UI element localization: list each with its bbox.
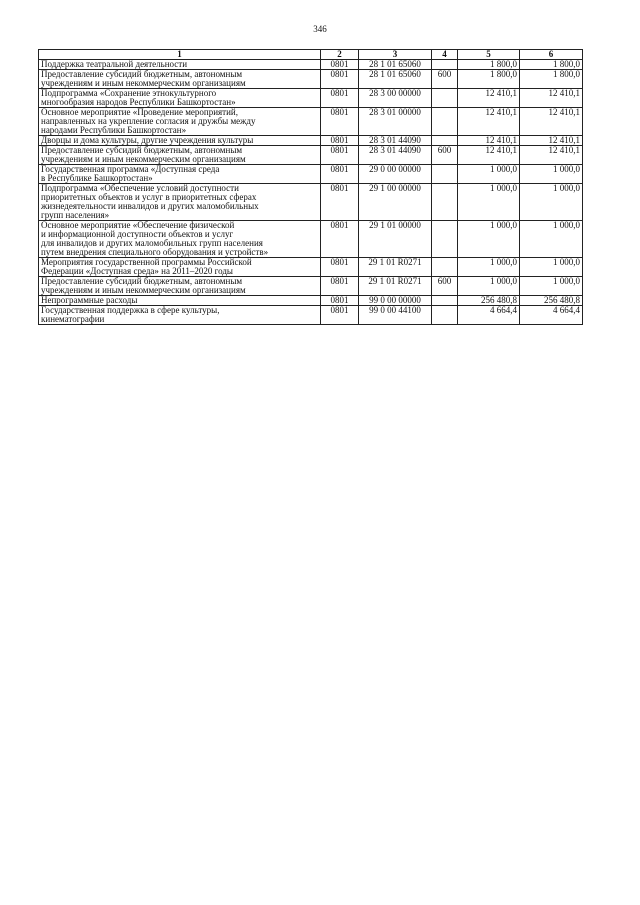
section-code-cell: 0801 [321, 89, 359, 108]
expense-type-cell [432, 221, 458, 258]
table-row [39, 70, 583, 89]
section-code-cell: 0801 [321, 184, 359, 221]
amount-1-cell: 12 410,1 [458, 146, 520, 165]
amount-2-cell: 1 800,0 [520, 60, 583, 70]
section-code-cell: 0801 [321, 296, 359, 306]
target-article-cell: 28 3 00 00000 [359, 89, 432, 108]
table-row [39, 296, 583, 306]
section-code-cell: 0801 [321, 146, 359, 165]
row-name-cell: Подпрограмма «Сохранение этнокультурного многообразия народов Республики Башкортостан» [39, 89, 321, 108]
amount-2-cell: 12 410,1 [520, 146, 583, 165]
amount-2-cell: 12 410,1 [520, 89, 583, 108]
amount-1-cell: 256 480,8 [458, 296, 520, 306]
section-code-cell: 0801 [321, 108, 359, 136]
amount-2-cell: 1 000,0 [520, 258, 583, 277]
amount-1-cell: 12 410,1 [458, 89, 520, 108]
row-name-cell: Основное мероприятие «Обеспечение физической и информационной доступности объектов и услуг для инвалидов и других маломобильных групп населения путем внедрения специального оборудования и устройств» [39, 221, 321, 258]
expense-type-cell [432, 60, 458, 70]
target-article-cell: 99 0 00 44100 [359, 306, 432, 325]
row-name-cell: Предоставление субсидий бюджетным, автономным учреждениям и иным некоммерческим организациям [39, 70, 321, 89]
amount-1-cell: 1 000,0 [458, 221, 520, 258]
amount-1-cell: 1 000,0 [458, 165, 520, 184]
expense-type-cell [432, 296, 458, 306]
target-article-cell: 29 1 00 00000 [359, 184, 432, 221]
table-row [39, 146, 583, 165]
amount-2-cell: 12 410,1 [520, 108, 583, 136]
expense-type-cell: 600 [432, 70, 458, 89]
expense-type-cell [432, 89, 458, 108]
row-name-cell: Государственная программа «Доступная среда в Республике Башкортостан» [39, 165, 321, 184]
amount-2-cell: 12 410,1 [520, 136, 583, 146]
row-name-cell: Предоставление субсидий бюджетным, автономным учреждениям и иным некоммерческим организациям [39, 146, 321, 165]
table-row [39, 89, 583, 108]
expense-type-cell [432, 258, 458, 277]
column-header-amount-1: 5 [458, 50, 520, 60]
amount-1-cell: 12 410,1 [458, 108, 520, 136]
amount-2-cell: 1 800,0 [520, 70, 583, 89]
column-header-target-article: 3 [359, 50, 432, 60]
amount-1-cell: 1 000,0 [458, 277, 520, 296]
expense-type-cell [432, 108, 458, 136]
row-name-cell: Государственная поддержка в сфере культуры, кинематографии [39, 306, 321, 325]
row-name-cell: Поддержка театральной деятельности [39, 60, 321, 70]
amount-1-cell: 4 664,4 [458, 306, 520, 325]
section-code-cell: 0801 [321, 70, 359, 89]
amount-1-cell: 12 410,1 [458, 136, 520, 146]
row-name-cell: Дворцы и дома культуры, другие учреждения культуры [39, 136, 321, 146]
amount-1-cell: 1 800,0 [458, 60, 520, 70]
table-row [39, 184, 583, 221]
expense-type-cell [432, 165, 458, 184]
target-article-cell: 28 3 01 44090 [359, 146, 432, 165]
row-name-cell: Предоставление субсидий бюджетным, автономным учреждениям и иным некоммерческим организациям [39, 277, 321, 296]
amount-1-cell: 1 800,0 [458, 70, 520, 89]
row-name-cell: Мероприятия государственной программы Российской Федерации «Доступная среда» на 2011–2020 годы [39, 258, 321, 277]
expense-type-cell [432, 184, 458, 221]
target-article-cell: 99 0 00 00000 [359, 296, 432, 306]
row-name-cell: Непрограммные расходы [39, 296, 321, 306]
target-article-cell: 29 0 00 00000 [359, 165, 432, 184]
target-article-cell: 29 1 01 R0271 [359, 277, 432, 296]
section-code-cell: 0801 [321, 165, 359, 184]
expense-type-cell: 600 [432, 146, 458, 165]
section-code-cell: 0801 [321, 277, 359, 296]
target-article-cell: 28 1 01 65060 [359, 60, 432, 70]
budget-table [38, 49, 583, 325]
section-code-cell: 0801 [321, 60, 359, 70]
table-row [39, 277, 583, 296]
section-code-cell: 0801 [321, 258, 359, 277]
amount-2-cell: 4 664,4 [520, 306, 583, 325]
table-body [39, 60, 583, 325]
amount-2-cell: 1 000,0 [520, 165, 583, 184]
table-header-row [39, 50, 583, 60]
table-row [39, 306, 583, 325]
column-header-name: 1 [39, 50, 321, 60]
table-row [39, 221, 583, 258]
table-row [39, 258, 583, 277]
target-article-cell: 28 3 01 44090 [359, 136, 432, 146]
target-article-cell: 29 1 01 00000 [359, 221, 432, 258]
amount-2-cell: 256 480,8 [520, 296, 583, 306]
target-article-cell: 29 1 01 R0271 [359, 258, 432, 277]
page-number: 346 [313, 24, 327, 34]
expense-type-cell: 600 [432, 277, 458, 296]
target-article-cell: 28 1 01 65060 [359, 70, 432, 89]
row-name-cell: Подпрограмма «Обеспечение условий доступности приоритетных объектов и услуг в приоритетных сферах жизнедеятельности инвалидов и других маломобильных групп населения» [39, 184, 321, 221]
column-header-amount-2: 6 [520, 50, 583, 60]
table-row [39, 136, 583, 146]
amount-1-cell: 1 000,0 [458, 184, 520, 221]
amount-1-cell: 1 000,0 [458, 258, 520, 277]
amount-2-cell: 1 000,0 [520, 184, 583, 221]
column-header-expense-type: 4 [432, 50, 458, 60]
expense-type-cell [432, 136, 458, 146]
table-row [39, 165, 583, 184]
expense-type-cell [432, 306, 458, 325]
section-code-cell: 0801 [321, 306, 359, 325]
section-code-cell: 0801 [321, 221, 359, 258]
column-header-section: 2 [321, 50, 359, 60]
amount-2-cell: 1 000,0 [520, 277, 583, 296]
amount-2-cell: 1 000,0 [520, 221, 583, 258]
target-article-cell: 28 3 01 00000 [359, 108, 432, 136]
table-row [39, 108, 583, 136]
table-row [39, 60, 583, 70]
row-name-cell: Основное мероприятие «Проведение мероприятий, направленных на укрепление согласия и дружбы между народами Республики Башкортостан» [39, 108, 321, 136]
section-code-cell: 0801 [321, 136, 359, 146]
